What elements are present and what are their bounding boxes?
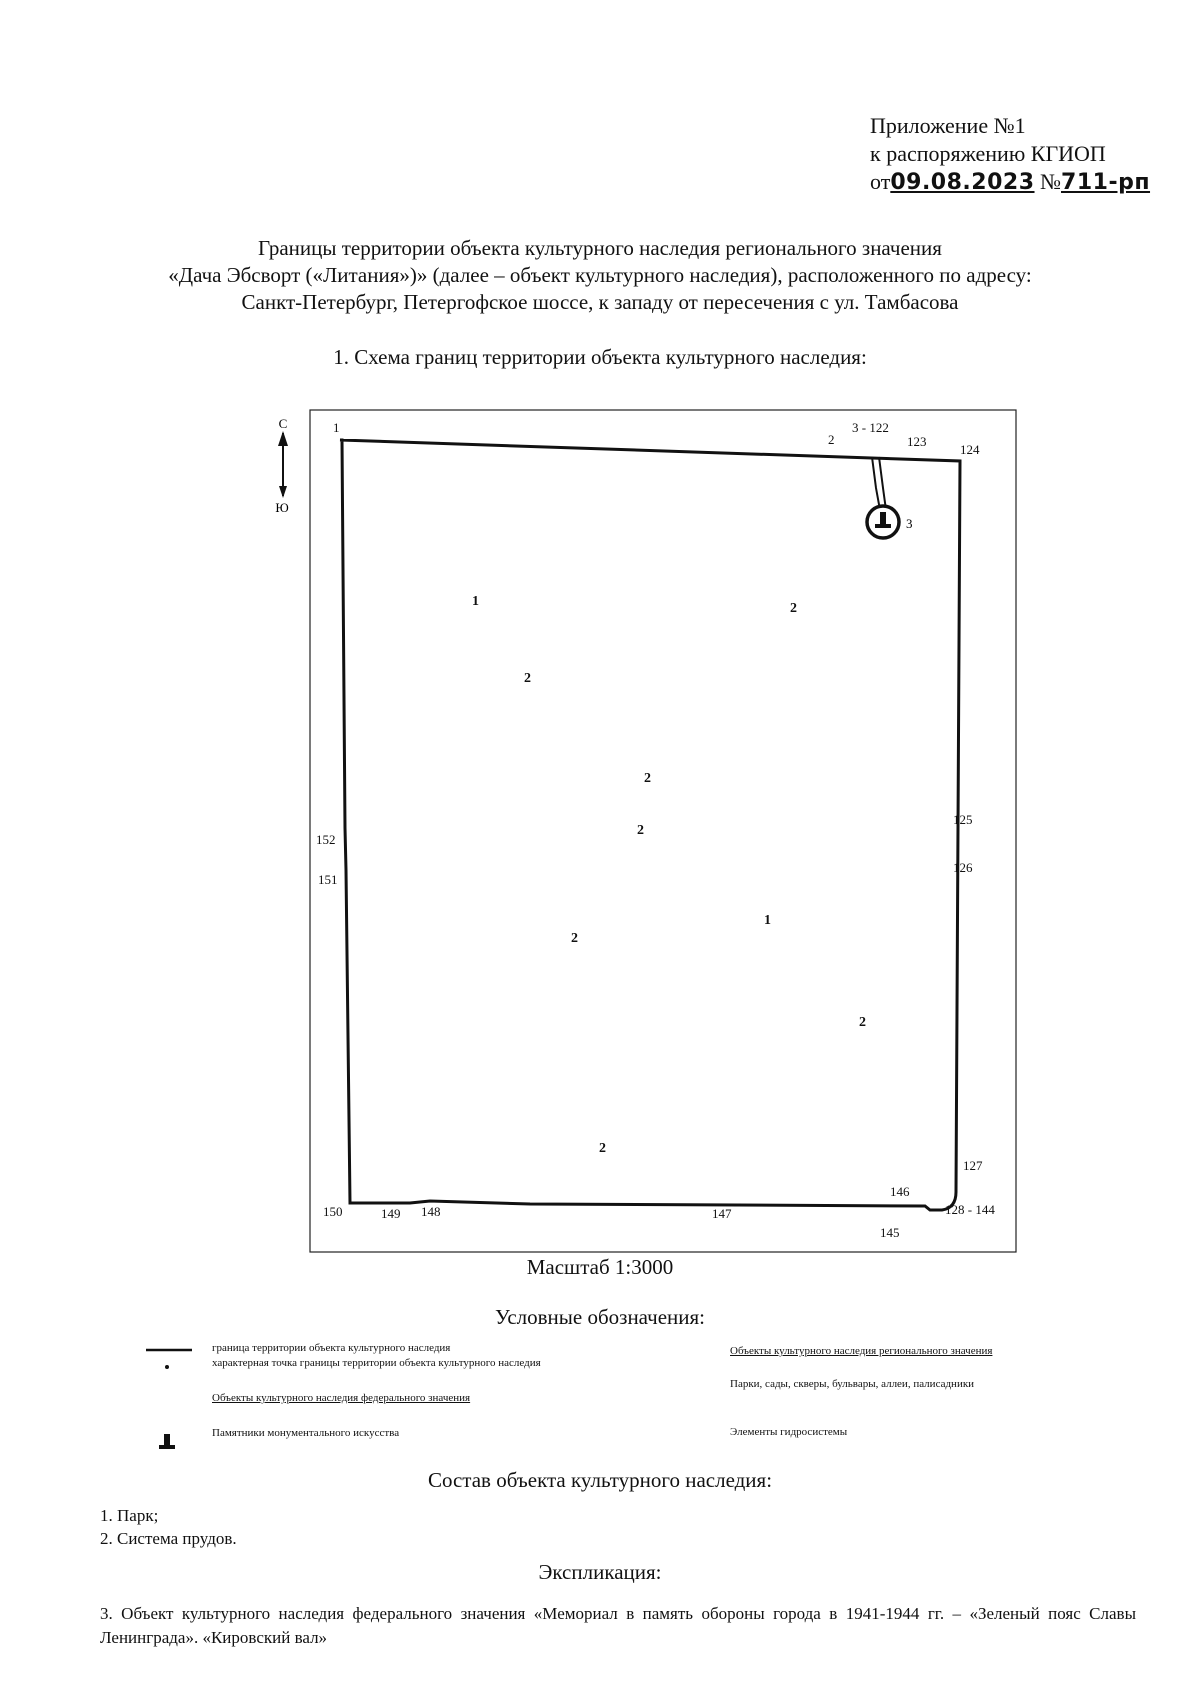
title-line1: Границы территории объекта культурного наследия регионального значения	[258, 236, 942, 260]
zone-label: 2	[571, 931, 578, 946]
scheme-heading: 1. Схема границ территории объекта культурного наследия:	[333, 345, 867, 369]
map-frame	[310, 410, 1016, 1252]
attachment-date: 09.08.2023	[890, 170, 1035, 195]
zone-label: 2	[599, 1141, 606, 1156]
legend-point: характерная точка границы территории объекта культурного наследия	[212, 1357, 541, 1369]
point-label-148: 148	[421, 1204, 441, 1219]
zone-label: 2	[790, 601, 797, 616]
legend-federal: Объекты культурного наследия федерального значения	[212, 1392, 471, 1404]
point-label-147: 147	[712, 1206, 732, 1221]
compass-north: С	[278, 416, 288, 431]
point-label-128-144: 128 - 144	[945, 1202, 995, 1217]
point-symbol	[165, 1365, 169, 1369]
explication-title: Экспликация:	[538, 1560, 662, 1584]
point-label-146: 146	[890, 1184, 910, 1199]
territory-boundary	[340, 440, 960, 1210]
legend-boundary: граница территории объекта культурного наследия	[212, 1342, 451, 1354]
zone-label: 2	[644, 771, 651, 786]
point-label-151: 151	[318, 872, 338, 887]
legend-title: Условные обозначения:	[494, 1305, 706, 1329]
zone-label: 2	[859, 1015, 866, 1030]
monument-legend-icon	[159, 1434, 175, 1449]
list-item: 1. Парк;	[100, 1506, 159, 1525]
point-label-145: 145	[880, 1225, 900, 1240]
attachment-number: 711-рп	[1061, 170, 1151, 195]
point-label-1: 1	[333, 420, 340, 435]
point-label-3-122: 3 - 122	[852, 420, 889, 435]
map-scale: Масштаб 1:3000	[526, 1255, 674, 1279]
legend-hydro: Элементы гидросистемы	[730, 1426, 848, 1438]
legend-monuments: Памятники монументального искусства	[212, 1427, 400, 1439]
legend-symbols	[140, 1340, 200, 1460]
point-label-123: 123	[907, 434, 927, 449]
point-label-2: 2	[828, 432, 835, 447]
point-label-152: 152	[316, 832, 336, 847]
zone-label: 2	[637, 823, 644, 838]
explication-text: 3. Объект культурного наследия федерального значения «Мемориал в память обороны города в 1941-1944 гг. – «Зеленый пояс Славы Ленинграда». «Кировский вал»	[100, 1604, 1136, 1647]
point-label-125: 125	[953, 812, 973, 827]
point-label-124: 124	[960, 442, 980, 457]
point-label-127: 127	[963, 1158, 983, 1173]
point-label-150: 150	[323, 1204, 343, 1219]
legend-regional: Объекты культурного наследия регионального значения	[730, 1345, 993, 1357]
legend-parks: Парки, сады, скверы, бульвары, аллеи, палисадники	[730, 1378, 975, 1390]
monument-label: 3	[906, 516, 913, 531]
point-label-126: 126	[953, 860, 973, 875]
title-line3: Санкт-Петербург, Петергофское шоссе, к западу от пересечения с ул. Тамбасова	[241, 290, 959, 314]
point-label-149: 149	[381, 1206, 401, 1221]
list-item: 2. Система прудов.	[100, 1529, 237, 1548]
compass-south: Ю	[275, 500, 289, 515]
number-prefix: №	[1040, 169, 1062, 194]
compass-icon	[275, 416, 288, 515]
attachment-line2: к распоряжению КГИОП	[870, 141, 1106, 166]
zone-label: 2	[524, 671, 531, 686]
title-line2: «Дача Эбсворт («Литания»)» (далее – объект культурного наследия), расположенного по адресу:	[168, 263, 1032, 287]
sostav-title: Состав объекта культурного наследия:	[427, 1468, 773, 1492]
zone-label: 1	[472, 594, 479, 609]
zone-label: 1	[764, 913, 771, 928]
attachment-line1: Приложение №1	[870, 113, 1026, 138]
sostav-list	[100, 1504, 237, 1550]
monument-icon	[867, 506, 899, 538]
date-prefix: от	[870, 169, 891, 194]
